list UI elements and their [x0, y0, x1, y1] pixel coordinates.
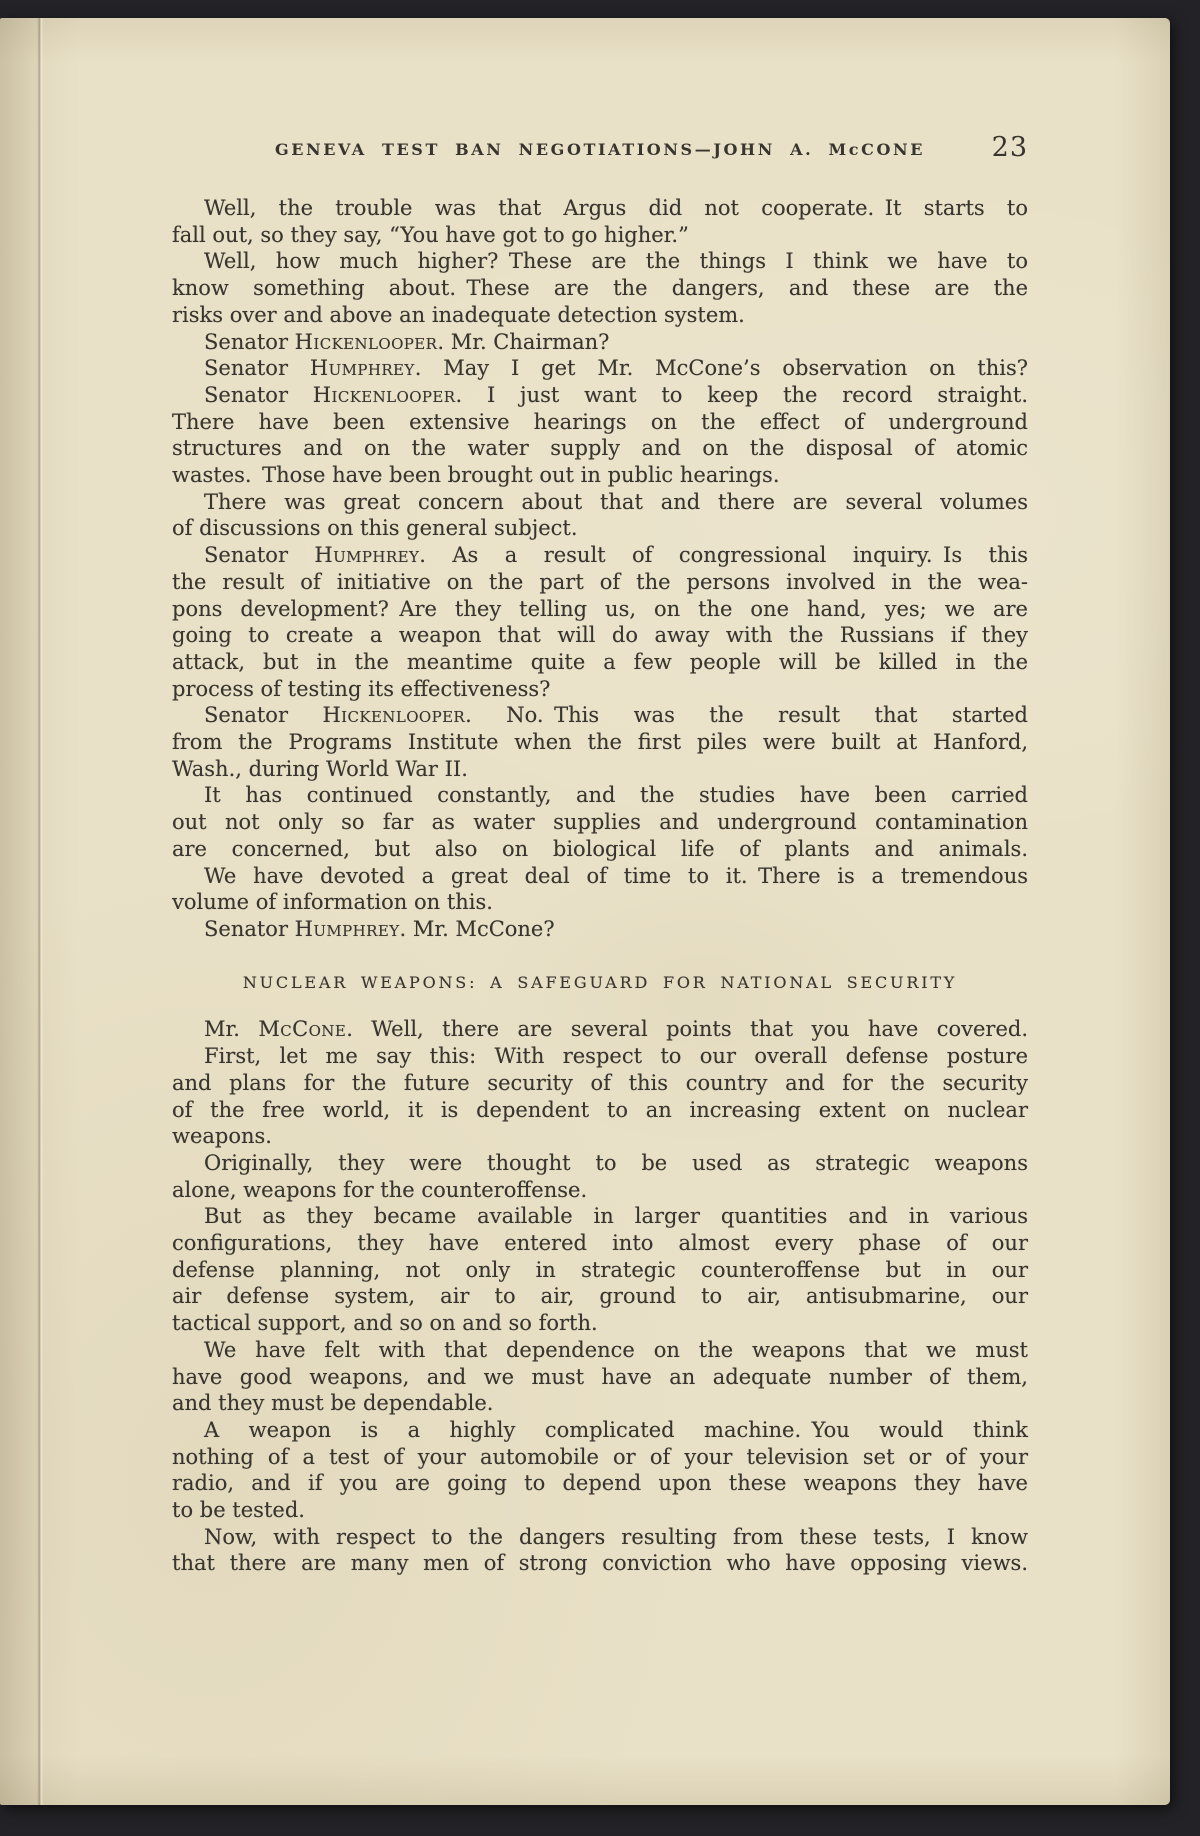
- text-line: volume of information on this.: [172, 890, 493, 915]
- text-line: defense planning, not only in strategic counteroffense but in our: [172, 1257, 1028, 1282]
- text-line: radio, and if you are going to depend upon these weapons they have: [172, 1471, 1028, 1496]
- text-line: There have been extensive hearings on the effect of underground: [172, 409, 1028, 434]
- text-line: First, let me say this: With respect to our overall defense posture: [204, 1044, 1028, 1069]
- text-line: tactical support, and so on and so forth.: [172, 1311, 598, 1336]
- text-line: There was great concern about that and there are several volumes: [204, 489, 1028, 514]
- text-line: Wash., during World War II.: [172, 756, 468, 781]
- page-gutter-shade: [0, 18, 37, 1805]
- running-header-title: GENEVA TEST BAN NEGOTIATIONS—JOHN A. McCONE: [274, 140, 926, 159]
- text-line: that there are many men of strong conviction who have opposing views.: [172, 1551, 1028, 1576]
- text-line: know something about. These are the dangers, and these are the: [172, 276, 1028, 301]
- text-line: of the free world, it is dependent to an increasing extent on nuclear: [172, 1097, 1028, 1122]
- text-line: Well, the trouble was that Argus did not cooperate. It starts to: [204, 196, 1028, 220]
- text-line: Senator Hickenlooper. No. This was the result that started: [204, 703, 1028, 728]
- page-fold-crease: [37, 18, 43, 1805]
- paragraph: [172, 1417, 1028, 1524]
- paragraph: [172, 1524, 1028, 1577]
- text-line: We have felt with that dependence on the weapons that we must: [204, 1337, 1028, 1362]
- text-line: alone, weapons for the counteroffense.: [172, 1177, 588, 1202]
- text-line: nothing of a test of your automobile or of your television set or of your: [172, 1444, 1028, 1469]
- text-line: It has continued constantly, and the studies have been carried: [204, 783, 1028, 808]
- text-line: the result of initiative on the part of the persons involved in the wea-: [172, 569, 1028, 594]
- small-caps-name: McCone: [258, 1017, 347, 1042]
- text-line: configurations, they have entered into almost every phase of our: [172, 1231, 1028, 1256]
- paragraph: [172, 1150, 1028, 1203]
- paragraph: [172, 329, 1028, 356]
- paragraph: [172, 1337, 1028, 1417]
- small-caps-name: Humphrey: [309, 356, 415, 381]
- text-line: risks over and above an inadequate detection system.: [172, 302, 745, 327]
- text-line: going to create a weapon that will do away with the Russians if they: [172, 623, 1028, 648]
- text-line: Now, with respect to the dangers resulting from these tests, I know: [204, 1524, 1028, 1549]
- text-line: Senator Hickenlooper. I just want to keep the record straight.: [204, 382, 1028, 407]
- paragraph: [172, 355, 1028, 382]
- paragraph: [172, 916, 1028, 943]
- text-line: Senator Hickenlooper. Mr. Chairman?: [204, 329, 610, 354]
- document-page: [0, 18, 1170, 1805]
- small-caps-name: Hickenlooper: [322, 703, 466, 728]
- section-heading: NUCLEAR WEAPONS: A SAFEGUARD FOR NATIONAL SECURITY: [242, 972, 958, 992]
- body-text: [172, 195, 1028, 1577]
- text-line: Senator Humphrey. May I get Mr. McCone’s observation on this?: [204, 356, 1029, 381]
- text-line: to be tested.: [172, 1498, 305, 1523]
- text-line: attack, but in the meantime quite a few people will be killed in the: [172, 649, 1028, 674]
- text-line: out not only so far as water supplies and underground contamination: [172, 810, 1028, 835]
- small-caps-name: Humphrey: [294, 916, 400, 941]
- text-line: from the Programs Institute when the first piles were built at Hanford,: [172, 730, 1028, 755]
- paragraph: [172, 782, 1028, 862]
- text-line: air defense system, air to air, ground to air, antisubmarine, our: [172, 1284, 1028, 1309]
- paragraph: [172, 1203, 1028, 1337]
- text-line: of discussions on this general subject.: [172, 516, 578, 541]
- text-line: Mr. McCone. Well, there are several points that you have covered.: [204, 1017, 1028, 1042]
- small-caps-name: Hickenlooper: [294, 329, 438, 354]
- text-line: A weapon is a highly complicated machine. You would think: [204, 1417, 1028, 1442]
- page-number: 23: [991, 132, 1028, 163]
- text-line: But as they became available in larger quantities and in various: [204, 1204, 1028, 1229]
- text-line: and they must be dependable.: [172, 1391, 494, 1416]
- text-line: Originally, they were thought to be used as strategic weapons: [204, 1150, 1028, 1175]
- small-caps-name: Humphrey: [314, 543, 420, 568]
- text-line: Senator Humphrey. Mr. McCone?: [204, 916, 555, 941]
- text-line: process of testing its effectiveness?: [172, 676, 551, 701]
- paragraph: [172, 1043, 1028, 1150]
- text-line: and plans for the future security of this country and for the security: [172, 1070, 1028, 1095]
- text-line: Well, how much higher? These are the things I think we have to: [204, 249, 1028, 274]
- text-line: structures and on the water supply and on the disposal of atomic: [172, 436, 1028, 461]
- paragraph: [172, 863, 1028, 916]
- paragraph: [172, 248, 1028, 328]
- running-header: [172, 132, 1028, 163]
- small-caps-name: Hickenlooper: [312, 382, 456, 407]
- text-line: We have devoted a great deal of time to it. There is a tremendous: [204, 863, 1028, 888]
- paragraph: [172, 195, 1028, 248]
- text-line: pons development? Are they telling us, on the one hand, yes; we are: [172, 596, 1028, 621]
- paragraph: [172, 382, 1028, 489]
- text-line: weapons.: [172, 1124, 272, 1149]
- text-line: have good weapons, and we must have an adequate number of them,: [172, 1364, 1028, 1389]
- paragraph: [172, 702, 1028, 782]
- paragraph: [172, 542, 1028, 702]
- text-line: wastes. Those have been brought out in public hearings.: [172, 463, 780, 488]
- text-line: fall out, so they say, “You have got to go higher.”: [172, 222, 689, 247]
- text-line: Senator Humphrey. As a result of congressional inquiry. Is this: [204, 543, 1029, 568]
- paragraph: [172, 489, 1028, 542]
- paragraph: [172, 1016, 1028, 1043]
- text-line: are concerned, but also on biological life of plants and animals.: [172, 836, 1028, 861]
